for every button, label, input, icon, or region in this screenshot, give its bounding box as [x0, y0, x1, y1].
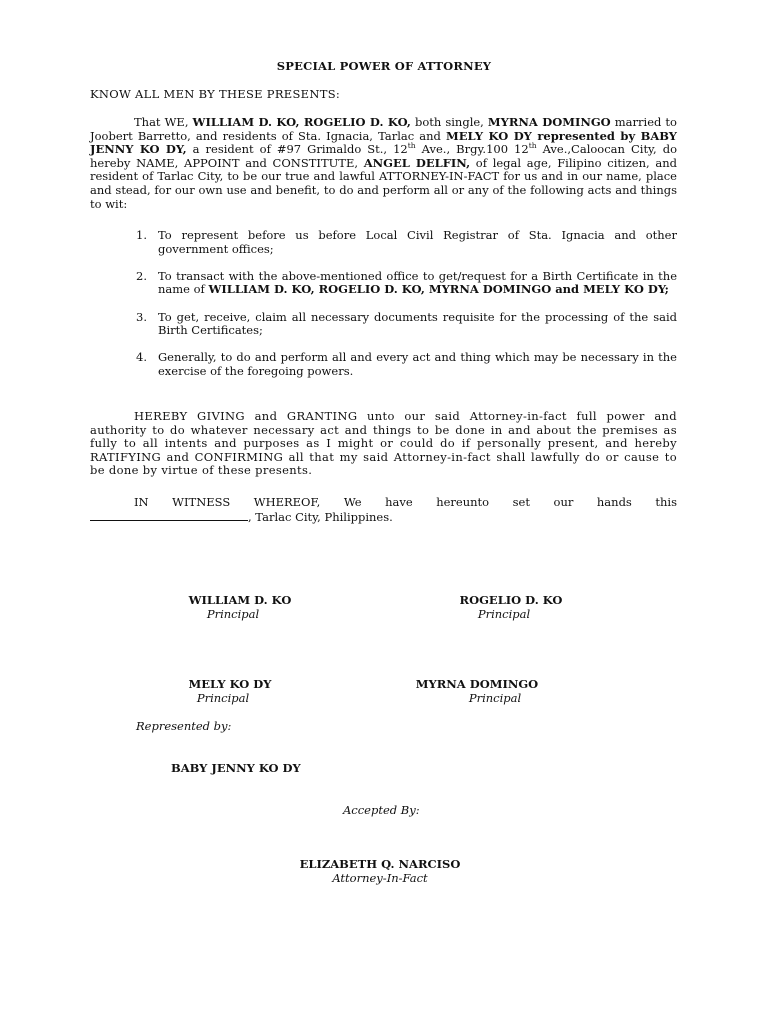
- represented-by-label: Represented by:: [136, 719, 232, 733]
- representative-name: BABY JENNY KO DY: [171, 761, 301, 775]
- list-item: 4. Generally, to do and perform all and every act and thing which may be necessary in the exercise of the foregoing powers.: [136, 350, 677, 378]
- powers-list: [136, 229, 677, 379]
- list-item: 2. To transact with the above-mentioned office to get/request for a Birth Certificate in the name of WILLIAM D. KO, ROGELIO D. KO, MYRNA DOMINGO and MELY KO DY;: [136, 268, 677, 297]
- principals-names: WILLIAM D. KO, ROGELIO D. KO,: [192, 115, 411, 129]
- principal-name-myrna: MYRNA DOMINGO: [487, 115, 611, 129]
- principal-name-mely: MELY KO DY represented by BABY JENNY KO DY,: [90, 128, 677, 157]
- signature-block-william: WILLIAM D. KO Principal: [188, 593, 292, 621]
- witness-text: IN WITNESS WHEREOF, We have hereunto set our hands this: [134, 495, 677, 509]
- accepted-by-label: Accepted By:: [343, 803, 420, 817]
- granting-paragraph: HEREBY GIVING and GRANTING unto our said Attorney-in-fact full power and authority to do whatever necessary act and things to be done in and about the premises as fully to all intents and purposes as I might or could do if personally present, and hereby RATIFYING and CONFIRMING all that my said Attorney-in-fact shall lawfully do or cause to be done by virtue of these presents.: [90, 409, 677, 478]
- date-blank-line: [90, 510, 248, 521]
- signature-block-rogelio: ROGELIO D. KO Principal: [459, 593, 563, 621]
- intro-line: KNOW ALL MEN BY THESE PRESENTS:: [90, 87, 341, 101]
- signature-block-myrna: MYRNA DOMINGO Principal: [415, 677, 539, 705]
- appointment-paragraph: That WE, WILLIAM D. KO, ROGELIO D. KO, both single, MYRNA DOMINGO married to Joobert Barretto, and residents of Sta. Ignacia, Tarlac and MELY KO DY represented by BABY JENNY KO DY, a resident of #97 Grimaldo St., 12th Ave., Brgy.100 12th Ave.,Caloocan City, do hereby NAME, APPOINT and CONSTITUTE, ANGEL DELFIN, of legal age, Filipino citizen, and resident of Tarlac City, to be our true and lawful ATTORNEY-IN-FACT for us and in our name, place and stead, for our own use and benefit, to do and perform all or any of the following acts and things to wit:: [90, 115, 678, 211]
- list-item: 1. To represent before us before Local Civil Registrar of Sta. Ignacia and other government offices;: [136, 228, 677, 256]
- signature-block-mely: MELY KO DY Principal: [188, 677, 272, 705]
- witness-paragraph: IN WITNESS WHEREOF, We have hereunto set our hands this , Tarlac City, Philippines.: [90, 496, 677, 524]
- attorney-name-angel: ANGEL DELFIN,: [363, 155, 471, 170]
- signature-block-attorney: ELIZABETH Q. NARCISO Attorney-In-Fact: [299, 857, 461, 885]
- document-title: SPECIAL POWER OF ATTORNEY: [276, 59, 492, 73]
- list-item: 3. To get, receive, claim all necessary documents requisite for the processing of the said Birth Certificates;: [136, 309, 677, 338]
